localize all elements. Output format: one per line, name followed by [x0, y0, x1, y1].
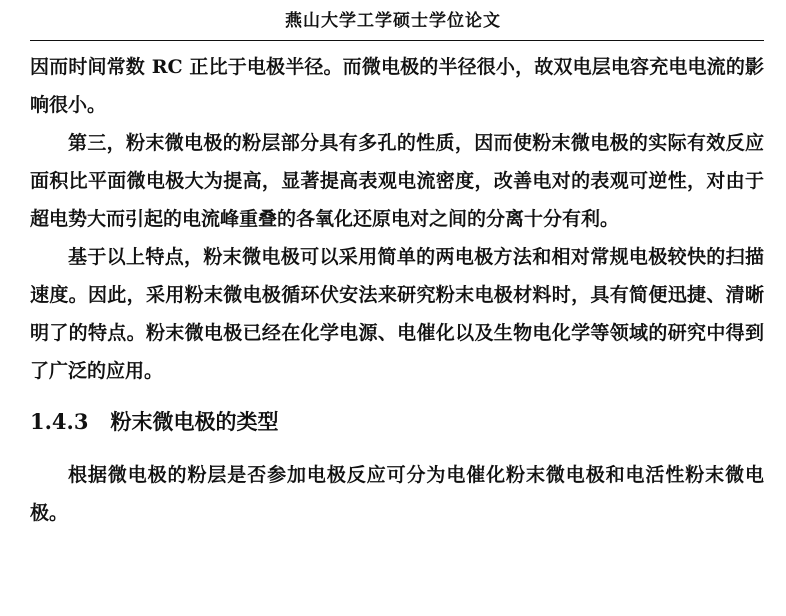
body-paragraph-third-point: 第三，粉末微电极的粉层部分具有多孔的性质，因而使粉末微电极的实际有效反应面积比平面微电极大为提高，显著提高表观电流密度，改善电对的表观可逆性，对由于超电势大而引起的电流峰重叠的各氧化还原电对之间的分离十分有利。	[30, 132, 764, 230]
header-rule	[30, 40, 764, 41]
spacer	[30, 446, 764, 456]
body-paragraph-continued: 因而时间常数 RC 正比于电极半径。而微电极的半径很小，故双电层电容充电电流的影响很小。	[30, 56, 764, 116]
section-number: 1.4.3	[30, 409, 89, 434]
section-heading	[30, 398, 764, 446]
body-paragraph-types: 根据微电极的粉层是否参加电极反应可分为电催化粉末微电极和电活性粉末微电极。	[30, 464, 764, 524]
page-header: 燕山大学工学硕士学位论文	[285, 11, 501, 31]
body-paragraph-features: 基于以上特点，粉末微电极可以采用简单的两电极方法和相对常规电极较快的扫描速度。因此，采用粉末微电极循环伏安法来研究粉末电极材料时，具有简便迅捷、清晰明了的特点。粉末微电极已经在化学电源、电催化以及生物电化学等领域的研究中得到了广泛的应用。	[30, 246, 764, 382]
page-body	[30, 48, 764, 532]
section-title: 粉末微电极的类型	[110, 409, 279, 434]
